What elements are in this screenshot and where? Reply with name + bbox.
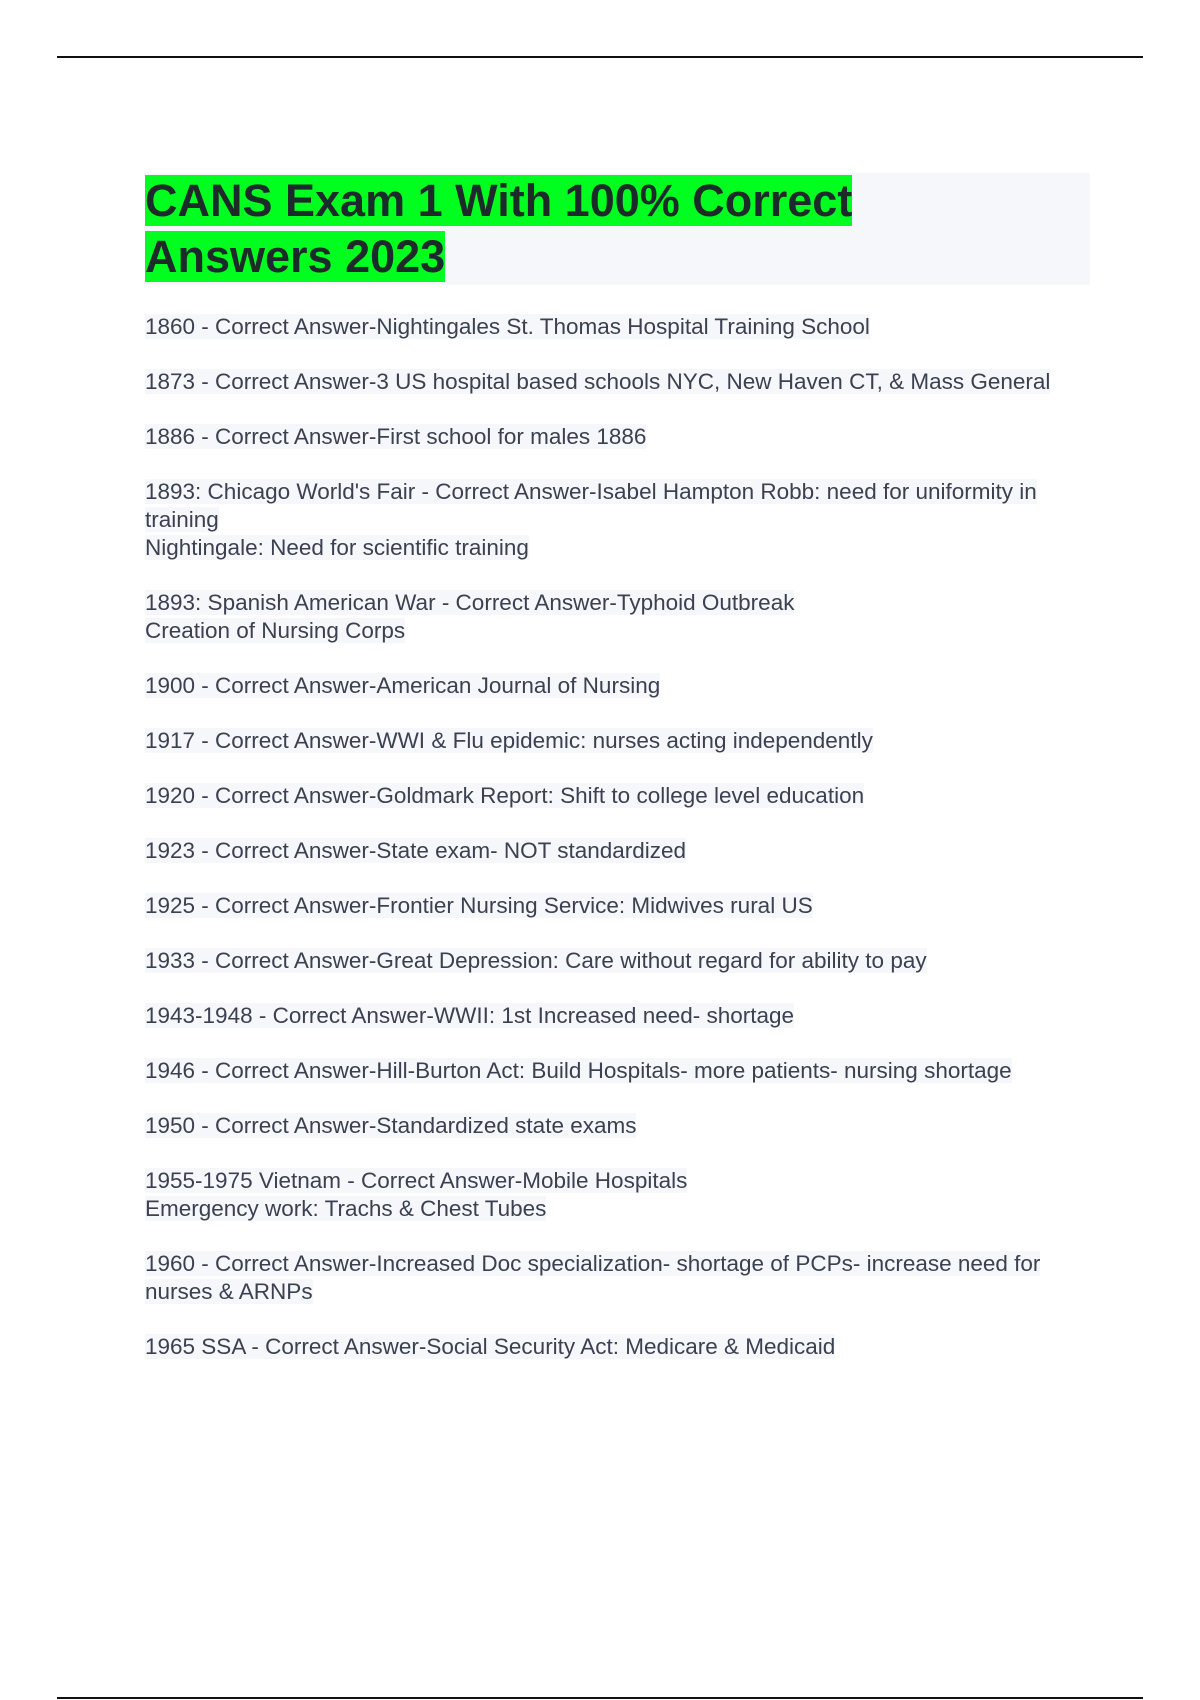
- qa-entry-line-wrap: [145, 1112, 1090, 1140]
- qa-entry-line-wrap: [145, 782, 1090, 810]
- qa-entry: [145, 368, 1090, 396]
- qa-entry-line: 1943-1948 - Correct Answer-WWII: 1st Increased need- shortage: [145, 1003, 795, 1028]
- qa-entry-line: 1925 - Correct Answer-Frontier Nursing Service: Midwives rural US: [145, 893, 813, 918]
- qa-entry: [145, 1250, 1090, 1306]
- qa-entry-line: 1955-1975 Vietnam - Correct Answer-Mobile Hospitals: [145, 1168, 688, 1193]
- qa-entry-line-wrap: [145, 837, 1090, 865]
- qa-entry-line: 1923 - Correct Answer-State exam- NOT standardized: [145, 838, 687, 863]
- qa-entry: [145, 313, 1090, 341]
- qa-entry-line-wrap: [145, 1333, 1090, 1361]
- qa-entry-line-wrap: [145, 1057, 1090, 1085]
- footer-rule: [57, 1697, 1143, 1699]
- qa-entry-line-wrap: [145, 727, 1090, 755]
- document-body: [145, 173, 1090, 1388]
- title-highlight: CANS Exam 1 With 100% Correct Answers 2023: [145, 175, 853, 282]
- qa-entry-line-wrap: [145, 1250, 1090, 1306]
- document-title: [145, 173, 935, 285]
- qa-entry: [145, 1057, 1090, 1085]
- title-block: [145, 173, 1090, 285]
- qa-entry-line: 1917 - Correct Answer-WWI & Flu epidemic: nurses acting independently: [145, 728, 873, 753]
- qa-entry-line-wrap: [145, 423, 1090, 451]
- qa-entry-line-wrap: [145, 368, 1090, 396]
- qa-entry-line-wrap: [145, 892, 1090, 920]
- header-rule: [57, 56, 1143, 58]
- qa-entry-line: 1950 - Correct Answer-Standardized state exams: [145, 1113, 637, 1138]
- qa-entry: [145, 837, 1090, 865]
- qa-entry: [145, 423, 1090, 451]
- qa-entry-line-wrap: [145, 1167, 1090, 1195]
- qa-entry: [145, 1002, 1090, 1030]
- qa-entry-line: Emergency work: Trachs & Chest Tubes: [145, 1196, 547, 1221]
- qa-entry-line: 1965 SSA - Correct Answer-Social Security Act: Medicare & Medicaid: [145, 1334, 836, 1359]
- qa-entry-line-wrap: [145, 1002, 1090, 1030]
- qa-entry-line: 1960 - Correct Answer-Increased Doc specialization- shortage of PCPs- increase need for nurses & ARNPs: [145, 1251, 1041, 1304]
- qa-entry-line-wrap: [145, 617, 1090, 645]
- qa-entry-line: 1920 - Correct Answer-Goldmark Report: Shift to college level education: [145, 783, 865, 808]
- qa-entry: [145, 478, 1090, 562]
- qa-entry-line-wrap: [145, 1195, 1090, 1223]
- qa-list: [145, 313, 1090, 1361]
- qa-entry: [145, 782, 1090, 810]
- qa-entry: [145, 1112, 1090, 1140]
- qa-entry-line-wrap: [145, 478, 1090, 534]
- qa-entry-line-wrap: [145, 313, 1090, 341]
- qa-entry: [145, 947, 1090, 975]
- qa-entry: [145, 1333, 1090, 1361]
- qa-entry-line: 1886 - Correct Answer-First school for males 1886: [145, 424, 647, 449]
- qa-entry-line: 1900 - Correct Answer-American Journal of Nursing: [145, 673, 661, 698]
- qa-entry: [145, 1167, 1090, 1223]
- qa-entry-line: 1946 - Correct Answer-Hill-Burton Act: Build Hospitals- more patients- nursing shortage: [145, 1058, 1012, 1083]
- qa-entry-line-wrap: [145, 589, 1090, 617]
- qa-entry-line-wrap: [145, 947, 1090, 975]
- qa-entry-line-wrap: [145, 534, 1090, 562]
- qa-entry-line: 1893: Chicago World's Fair - Correct Answer-Isabel Hampton Robb: need for uniformity in training: [145, 479, 1037, 532]
- qa-entry-line-wrap: [145, 672, 1090, 700]
- qa-entry: [145, 727, 1090, 755]
- qa-entry-line: 1933 - Correct Answer-Great Depression: Care without regard for ability to pay: [145, 948, 927, 973]
- qa-entry: [145, 672, 1090, 700]
- qa-entry: [145, 892, 1090, 920]
- qa-entry-line: Nightingale: Need for scientific training: [145, 535, 529, 560]
- qa-entry-line: Creation of Nursing Corps: [145, 618, 406, 643]
- qa-entry-line: 1873 - Correct Answer-3 US hospital based schools NYC, New Haven CT, & Mass General: [145, 369, 1051, 394]
- qa-entry: [145, 589, 1090, 645]
- qa-entry-line: 1860 - Correct Answer-Nightingales St. Thomas Hospital Training School: [145, 314, 870, 339]
- qa-entry-line: 1893: Spanish American War - Correct Answer-Typhoid Outbreak: [145, 590, 795, 615]
